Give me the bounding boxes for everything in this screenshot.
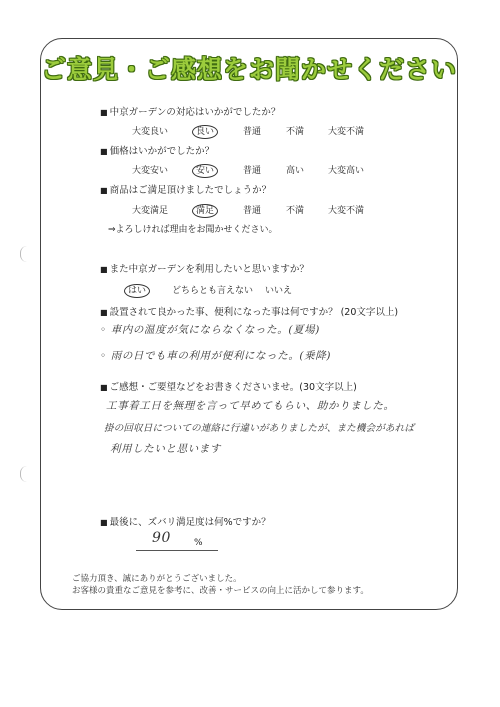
q3-option: 大変不満 [328, 206, 365, 216]
q4-option-selected: はい [124, 284, 150, 298]
q3-option: 不満 [286, 206, 305, 216]
q4-question: ■ また中京ガーデンを利用したいと思いますか？ [100, 261, 309, 275]
q1-option: 普通 [243, 127, 262, 137]
punch-hole [20, 246, 27, 262]
q5-answer-1: ◦ 車内の温度が気にならなくなった。(夏場) [100, 324, 320, 336]
q2-question: ■ 価格はいかがでしたか？ [100, 143, 214, 157]
q7-question: ■ 最後に、ズバリ満足度は何%ですか？ [100, 514, 271, 528]
q6-question: ■ ご感想・ご要望などをお書きくださいませ。(30文字以上) [100, 379, 357, 393]
q2-option: 普通 [243, 166, 262, 176]
q6-answer-1: 工事着工日を無理を言って早めてもらい、助かりました。 [106, 400, 395, 412]
q3-option: 普通 [243, 206, 262, 216]
q1-question: ■ 中京ガーデンの対応はいかがでしたか？ [100, 104, 280, 118]
q4-option: どちらとも言えない [172, 286, 254, 296]
q5-answer-2: ◦ 雨の日でも車の利用が便利になった。(乗降) [100, 350, 332, 362]
q1-option: 不満 [286, 127, 305, 137]
satisfaction-unit: % [194, 538, 203, 548]
q4-option: いいえ [265, 286, 293, 296]
q3-question: ■ 商品はご満足頂けましたでしょうか？ [100, 182, 271, 196]
q6-answer-2: 掛の回収日についての連絡に行違いがありましたが、また機会があれば [104, 423, 415, 434]
footer-thanks: ご協力頂き、誠にありがとうございました。 [72, 574, 242, 584]
survey-title: ご意見・ご感想をお聞かせください [40, 55, 457, 84]
q3-note: ⇒よろしければ理由をお聞かせください。 [108, 225, 278, 235]
q6-answer-3: 利用したいと思います [110, 443, 221, 455]
q5-question: ■ 設置されて良かった事、便利になった事は何ですか？ (20文字以上) [100, 304, 398, 318]
q1-option-selected: 良い [192, 125, 218, 139]
q3-option-selected: 満足 [192, 204, 218, 218]
q3-option: 大変満足 [132, 206, 169, 216]
satisfaction-value: 90 [152, 530, 172, 546]
q2-option: 大変安い [132, 166, 169, 176]
q1-option: 大変良い [132, 127, 169, 137]
footer-message: お客様の貴重なご意見を参考に、改善・サービスの向上に活かして参ります。 [72, 586, 369, 596]
satisfaction-underline [136, 550, 218, 551]
q2-option: 大変高い [328, 166, 365, 176]
q2-option: 高い [286, 166, 305, 176]
q1-option: 大変不満 [328, 127, 365, 137]
q2-option-selected: 安い [192, 164, 218, 178]
punch-hole [20, 466, 27, 482]
